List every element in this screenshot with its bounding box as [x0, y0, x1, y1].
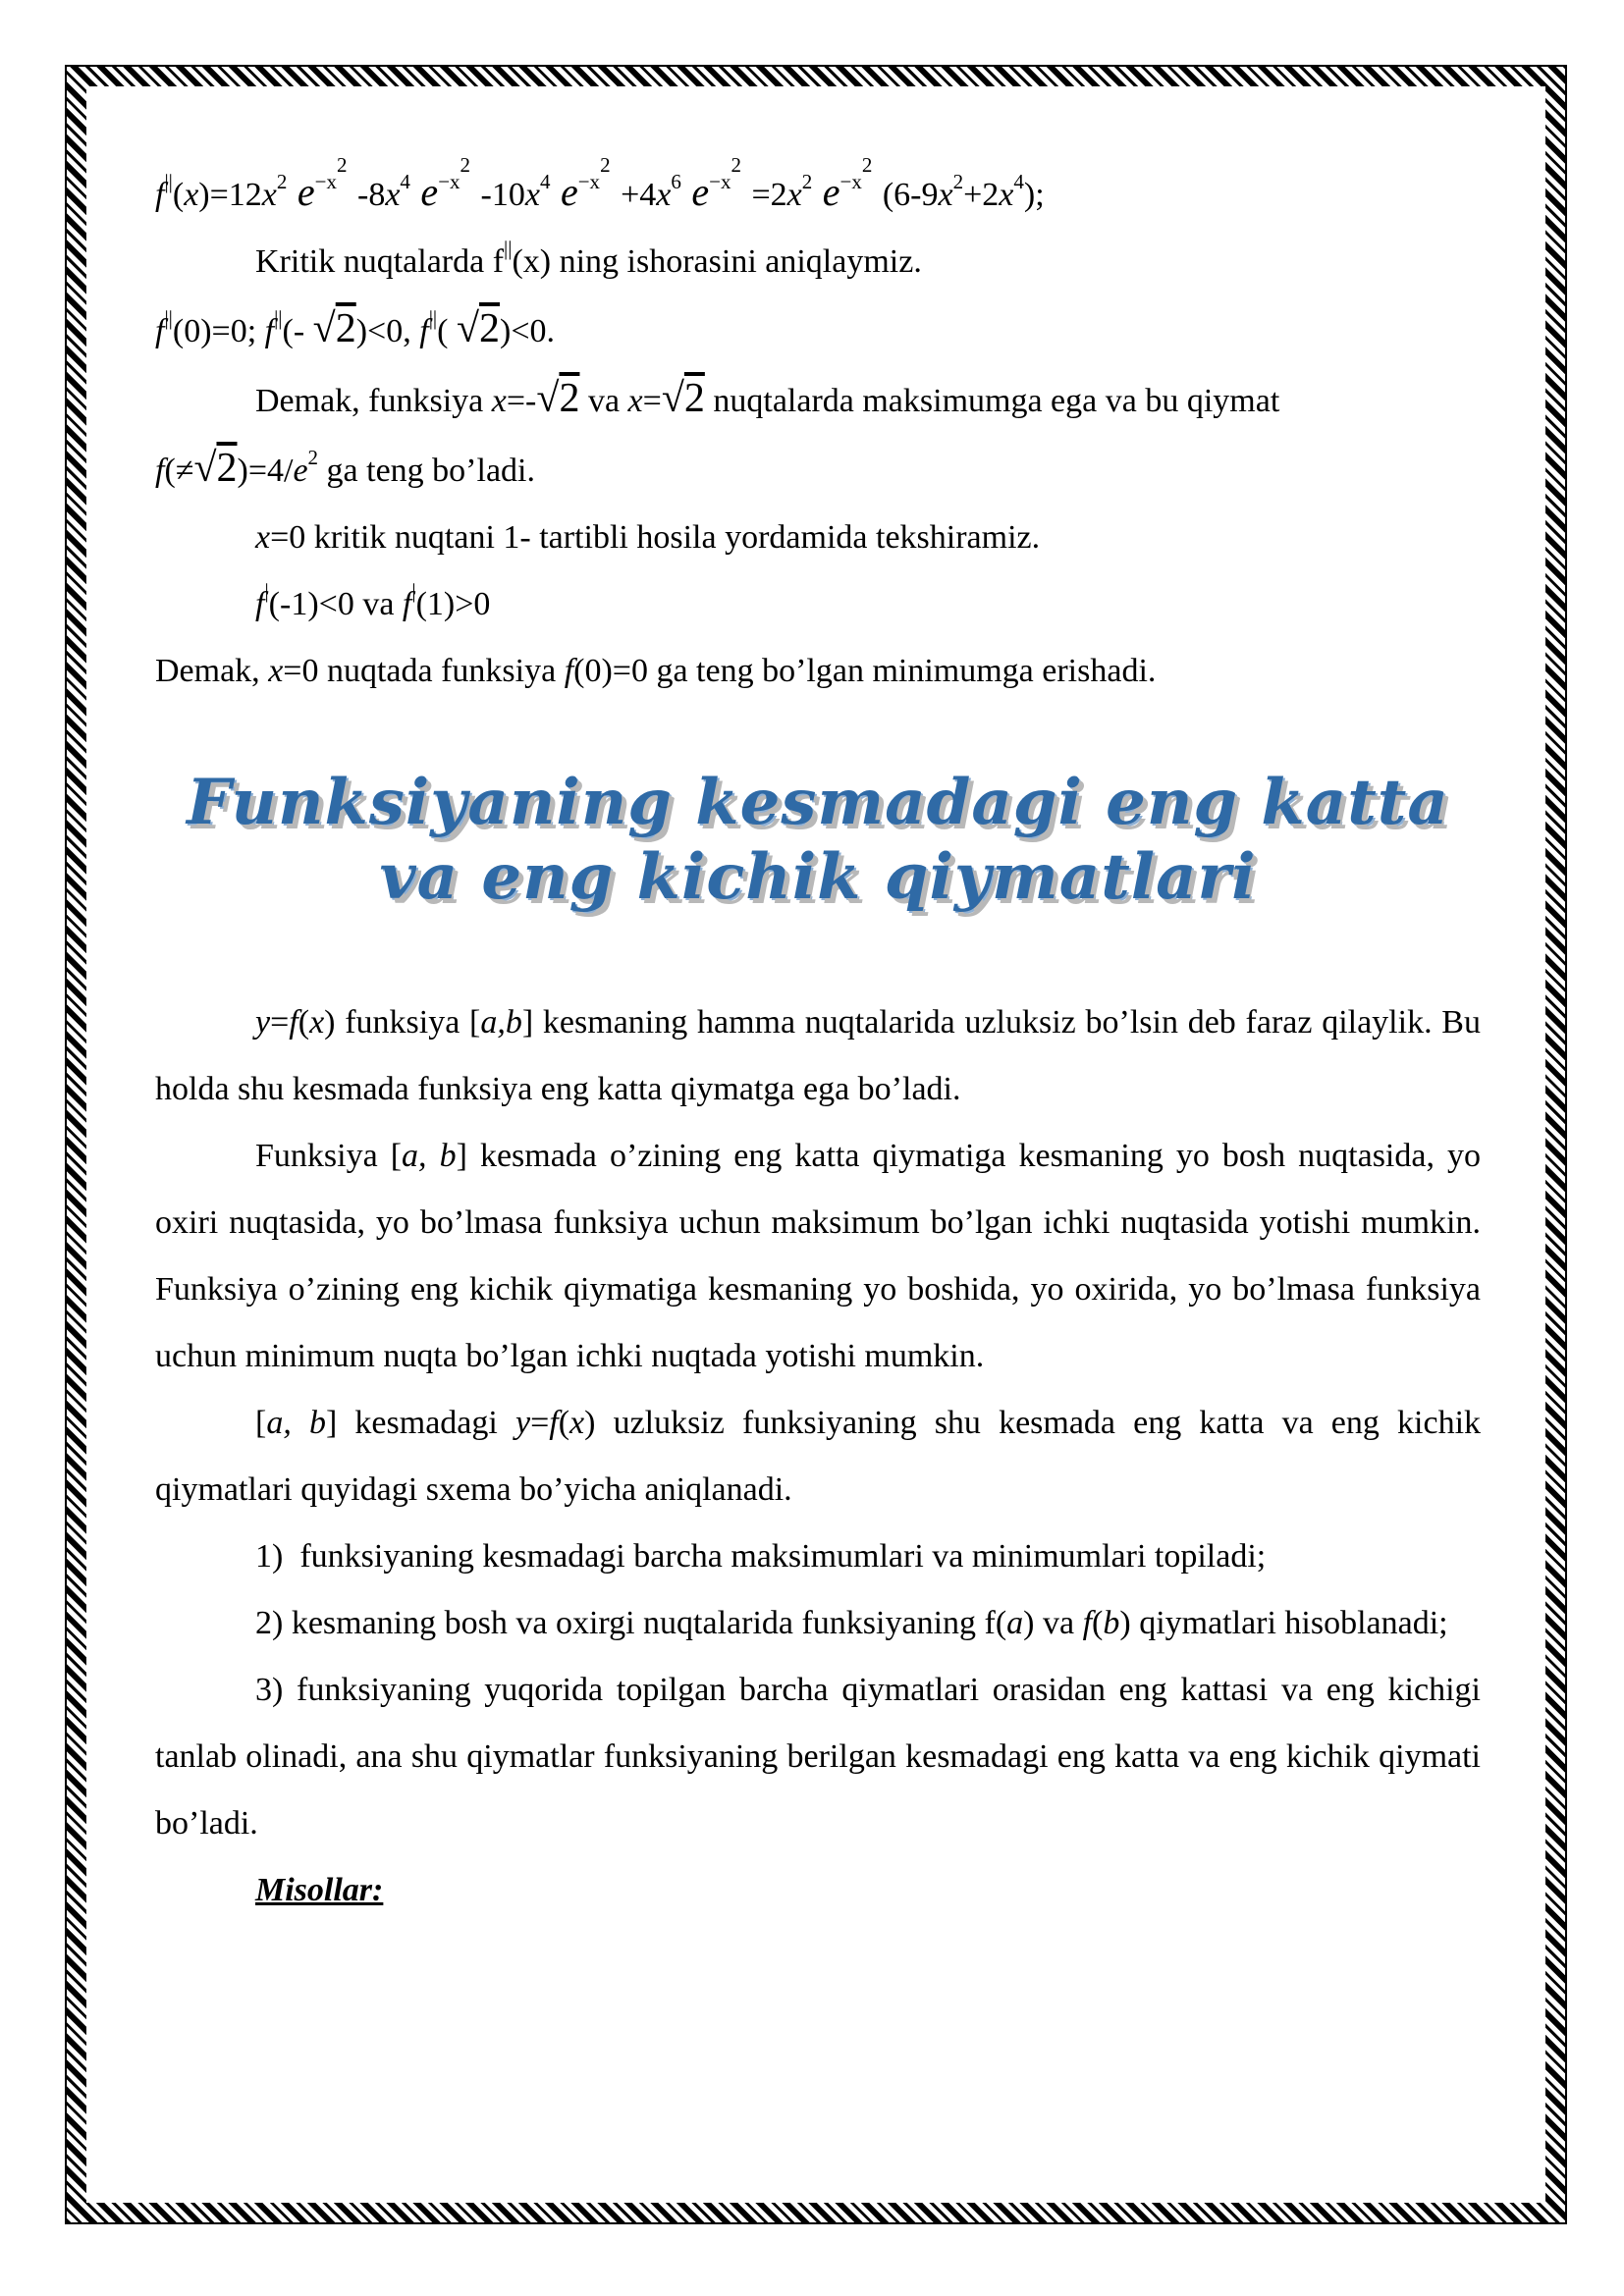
first-derivative-check: x=0 kritik nuqtani 1- tartibli hosila yordamida tekshiramiz. [255, 519, 1041, 556]
section-title-line-2: va eng kichik qiymatlari [379, 840, 1257, 914]
scheme-step-3: 3) funksiyaning yuqorida topilgan barcha qiymatlari orasidan eng kattasi va eng kichigi tanlab olinadi, ana shu qiymatlar funksiyaning berilgan kesmadagi eng katta va eng kichik qiymati bo’ladi. [155, 1672, 1481, 1842]
sqrt-symbol: √2 [312, 306, 356, 351]
document-body [155, 147, 1481, 1924]
scheme-step-1: 1) funksiyaning kesmadagi barcha maksimumlari va minimumlari topiladi; [255, 1538, 1267, 1575]
first-derivative-values: f|(-1)<0 va f|(1)>0 [255, 579, 491, 622]
sqrt-symbol: √2 [456, 306, 500, 351]
second-derivative-values: f||(0)=0; f||(- √2)<0, f||( √2)<0. [155, 306, 555, 351]
critical-points-sign-line: Kritik nuqtalarda f||(x) ning ishorasini aniqlaymiz. [255, 237, 922, 280]
scheme-step-2: 2) kesmaning bosh va oxirgi nuqtalarida funksiyaning f(a) va f(b) qiymatlari hisoblanadi; [255, 1605, 1448, 1641]
minimum-conclusion: Demak, x=0 nuqtada funksiya f(0)=0 ga teng bo’lgan minimumga erishadi. [155, 653, 1157, 689]
paragraph-continuity: y=f(x) funksiya [a,b] kesmaning hamma nuqtalarida uzluksiz bo’lsin deb faraz qilaylik. Bu holda shu kesmada funksiya eng katta qiymatga ega bo’ladi. [155, 1004, 1481, 1107]
maximum-value: $f(\ne√2)=4/e^2$ ga teng bo’ladi. [155, 446, 535, 491]
paragraph-extremum-location: Funksiya [a, b] kesmada o’zining eng katta qiymatiga kesmaning yo bosh nuqtasida, yo oxiri nuqtasida, yo bo’lmasa funksiya uchun maksimum bo’lgan ichki nuqtasida yotishi mumkin. Funksiya o’zining eng kichik qiymatiga kesmaning yo boshida, yo oxirida, yo bo’lmasa funksiya uchun minimum nuqta bo’lgan ichki nuqtada yotishi mumkin. [155, 1138, 1482, 1374]
examples-heading: Misollar: [255, 1872, 384, 1908]
second-derivative-formula: $f^{||}(x)=12x^2$ $e^{-x^2}$ $-8x^4$ $e^{-x^2}$ $-10x^4$ $e^{-x^2} +4x^6$ $e^{-x^2} =2x^2$ $e^{-x^2}$ $(6-9x^2+2x^4)$; [155, 153, 1045, 214]
paragraph-scheme-intro: [a, b] kesmadagi y=f(x) uzluksiz funksiyaning shu kesmada eng katta va eng kichik qiymatlari quyidagi sxema bo’yicha aniqlanadi. [155, 1405, 1482, 1508]
section-title [155, 766, 1481, 915]
section-title-line-1: Funksiyaning kesmadagi eng katta [187, 766, 1449, 839]
maximum-conclusion: Demak, funksiya x=-√2 va x=√2 nuqtalarda maksimumga ega va bu qiymat [255, 376, 1280, 421]
